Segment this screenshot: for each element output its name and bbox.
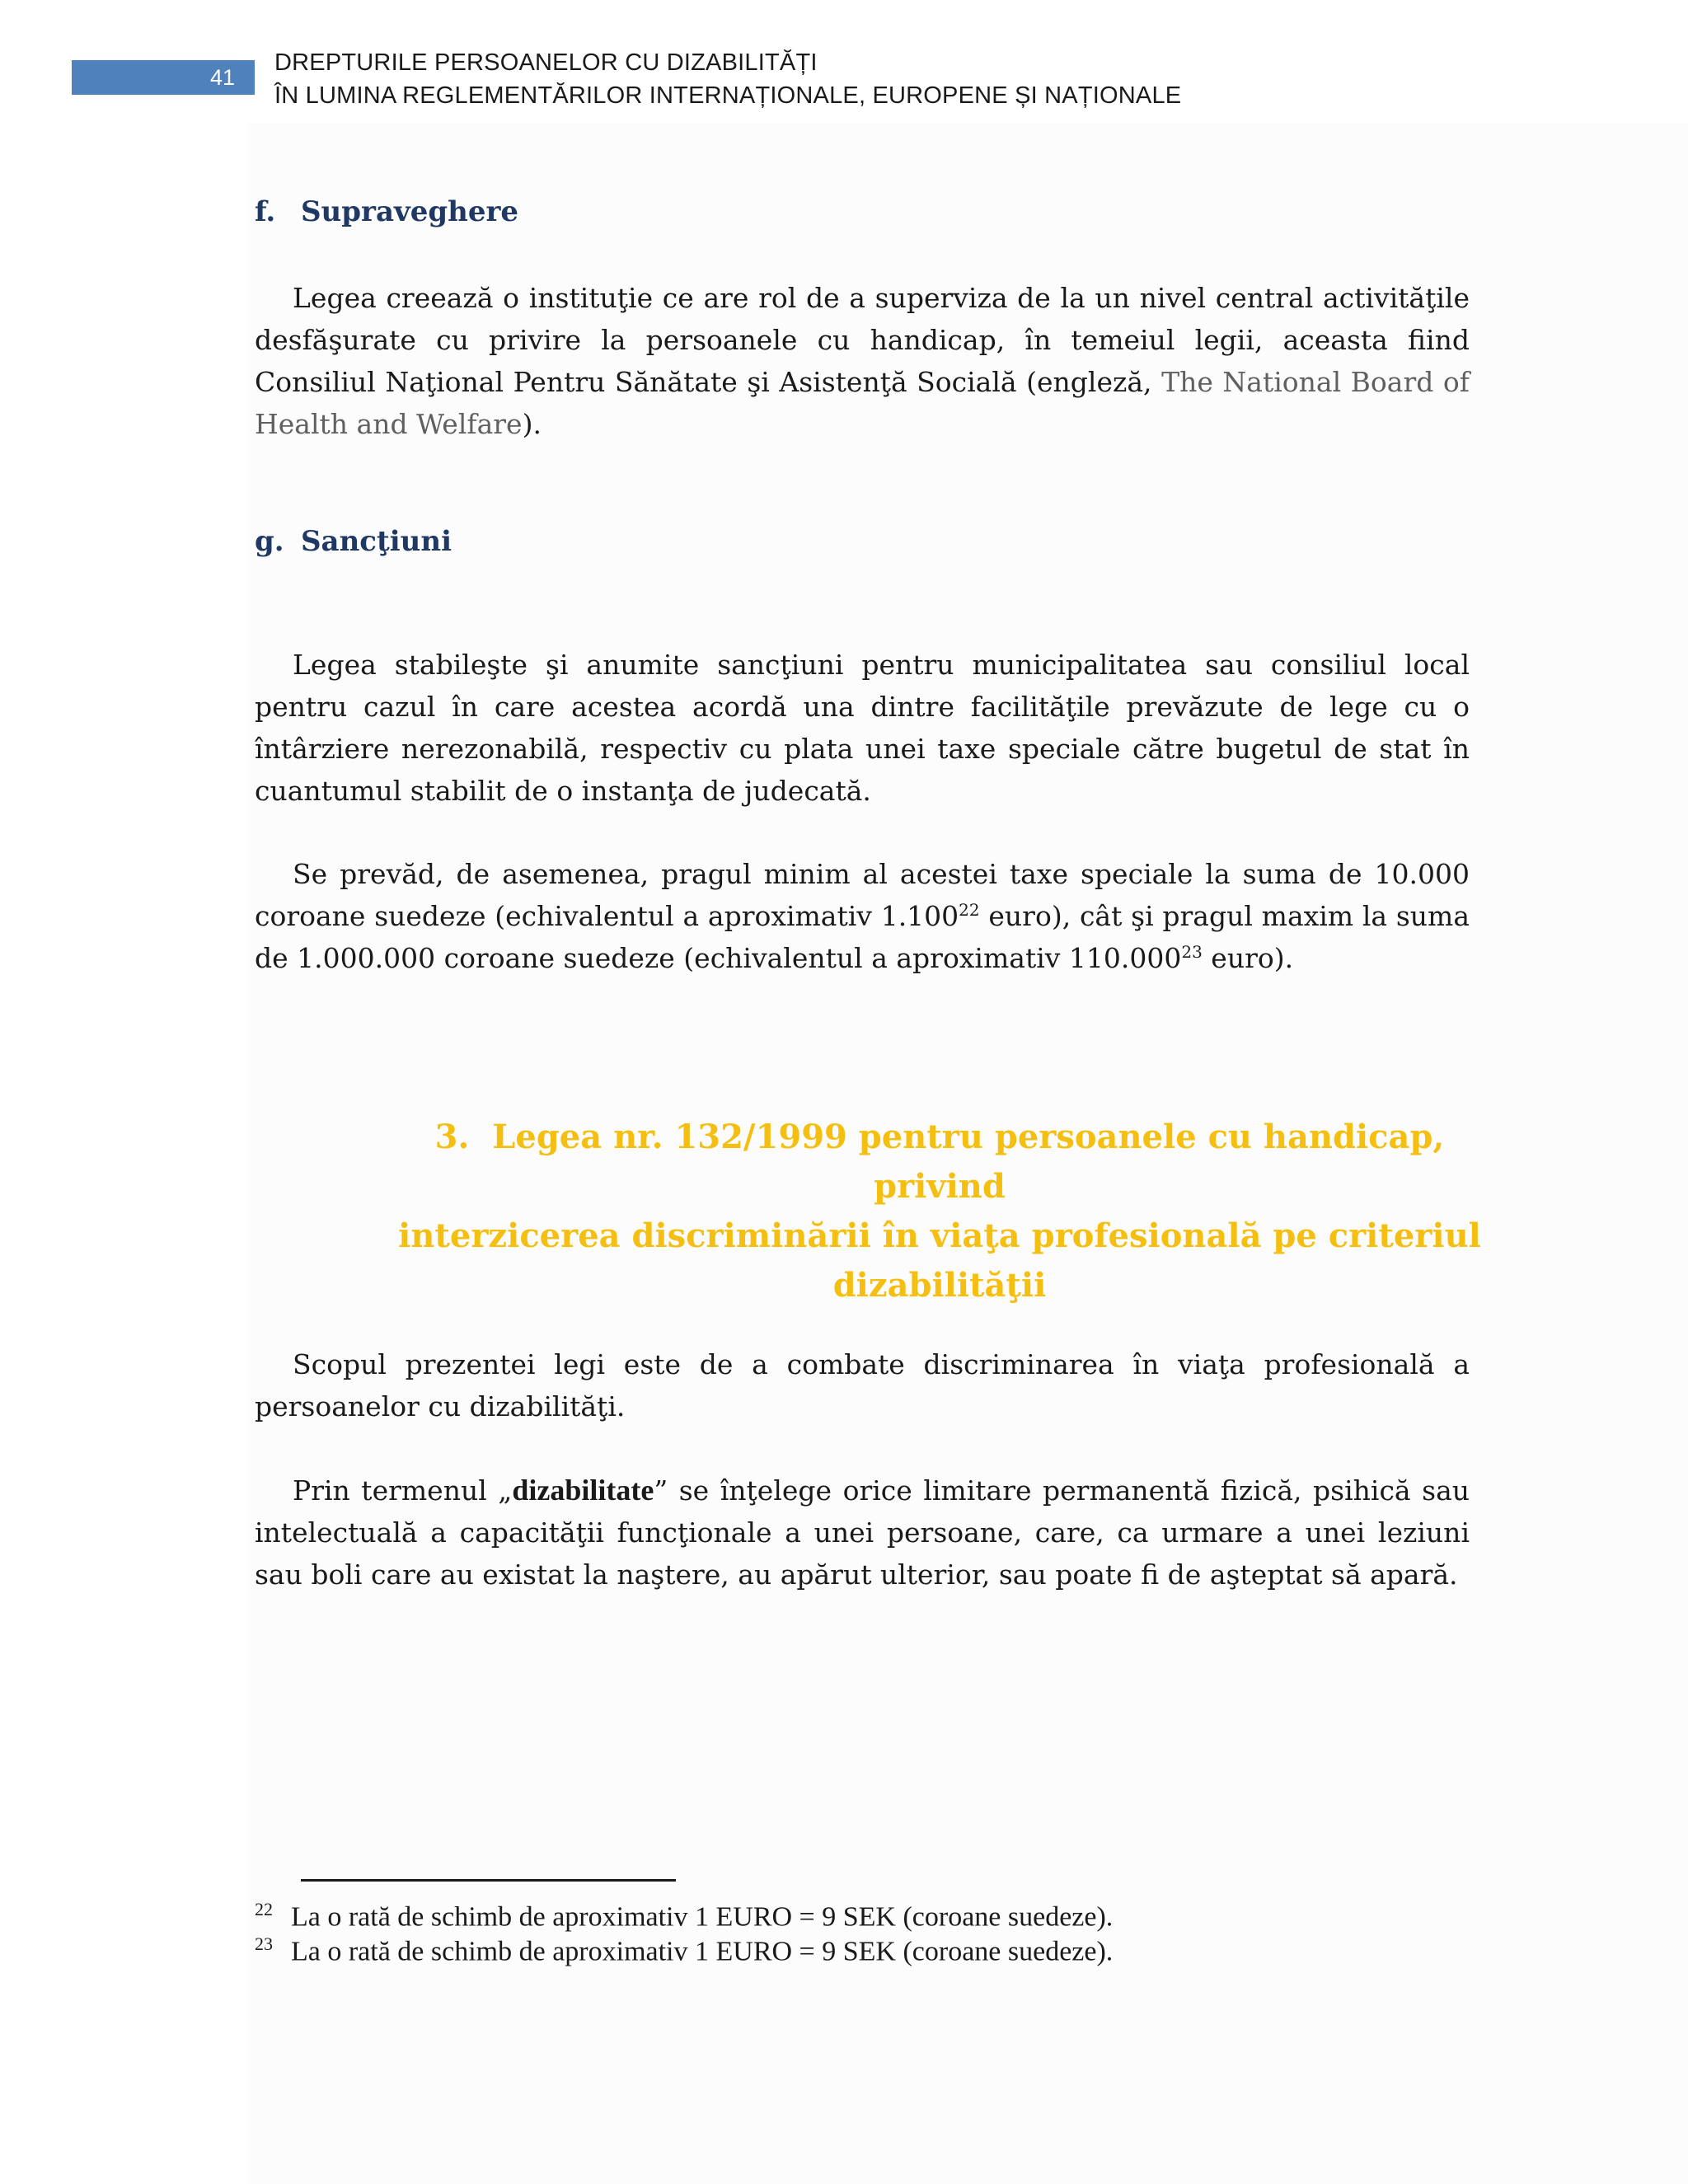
paragraph-text: Se prevăd, de asemenea, pragul minim al acestei taxe speciale la suma de 10.000 coroane suedeze (echivalentul a aproximativ 1.100 [255,858,1470,932]
section-heading-f [255,195,518,228]
page-number: 41 [209,65,235,90]
footnote-number: 22 [255,1899,273,1919]
english-term: The National Board of Health and Welfare [255,366,1470,440]
chapter-heading [387,1113,1492,1310]
paragraph-text: Legea creează o instituţie ce are rol de a superviza de la un nivel central activităţile desfăşurate cu privire la persoanele cu handicap, în temeiul legii, aceasta fiind Consiliul Naţional Pentru Sănătate şi Asistenţă Socială (engleză, [255,282,1470,398]
footnote-ref-23[interactable]: 23 [1181,942,1203,962]
footnote-23 [255,1927,1113,1969]
chapter-number: 3. [434,1118,470,1156]
paragraph-text: ” se înţelege orice limitare permanentă fizică, psihică sau intelectuală a capacităţii funcţionale a unei persoane, care, ca urmare a unei leziuni sau boli care au existat la naştere, au apărut ulterior, sau poate fi de aşteptat să apară. [255,1474,1470,1591]
chapter-title-part: Legea nr. 132/1999 pentru persoanele cu handicap, privind [492,1118,1445,1206]
section-letter: g. [255,525,284,558]
paragraph-text: euro). [1202,942,1294,974]
chapter-heading-line-2: interzicerea discriminării în viaţa profesională pe criteriul [398,1216,1481,1255]
paragraph-end: ). [522,408,542,440]
page-number-badge [72,60,255,95]
footnote-separator [301,1879,676,1882]
running-header [274,46,1181,112]
paragraph-text: Scopul prezentei legi este de a combate discriminarea în viaţa profesională a persoanelor cu dizabilităţi. [255,1348,1470,1422]
defined-term: dizabilitate [512,1474,654,1507]
paragraph-scopul [255,1343,1470,1427]
section-title: Supraveghere [301,195,519,228]
paragraph-supraveghere [255,277,1470,445]
chapter-heading-line-3: dizabilităţii [832,1266,1047,1305]
footnote-text: La o rată de schimb de aproximativ 1 EURO = 9 SEK (coroane suedeze). [291,1901,1114,1933]
paragraph-sanctiuni-2 [255,853,1470,979]
paragraph-text: Legea stabileşte şi anumite sancţiuni pentru municipalitatea sau consiliul local pentru cazul în care acestea acordă una dintre facilităţile prevăzute de lege cu o întârziere nerezonabilă, respectiv cu plata unei taxe speciale către bugetul de stat în cuantumul stabilit de o instanţa de judecată. [255,649,1470,807]
paragraph-definitie [255,1469,1470,1596]
running-header-line-1: DREPTURILE PERSOANELOR CU DIZABILITĂȚI [274,49,818,76]
chapter-heading-line-1 [387,1113,1492,1212]
paragraph-text: Prin termenul „ [293,1474,513,1507]
paragraph-text: euro), cât şi pragul maxim la suma de 1.000.000 coroane suedeze (echivalentul a aproximativ 110.000 [255,900,1470,974]
paragraph-sanctiuni-1 [255,644,1470,812]
footnote-text: La o rată de schimb de aproximativ 1 EURO = 9 SEK (coroane suedeze). [291,1936,1114,1967]
running-header-line-2: ÎN LUMINA REGLEMENTĂRILOR INTERNAȚIONALE, EUROPENE ȘI NAȚIONALE [274,82,1182,109]
section-letter: f. [255,195,276,228]
footnote-ref-22[interactable]: 22 [959,900,980,920]
footnote-number: 23 [255,1933,273,1954]
section-heading-g [255,525,452,558]
section-title: Sancţiuni [301,525,452,558]
